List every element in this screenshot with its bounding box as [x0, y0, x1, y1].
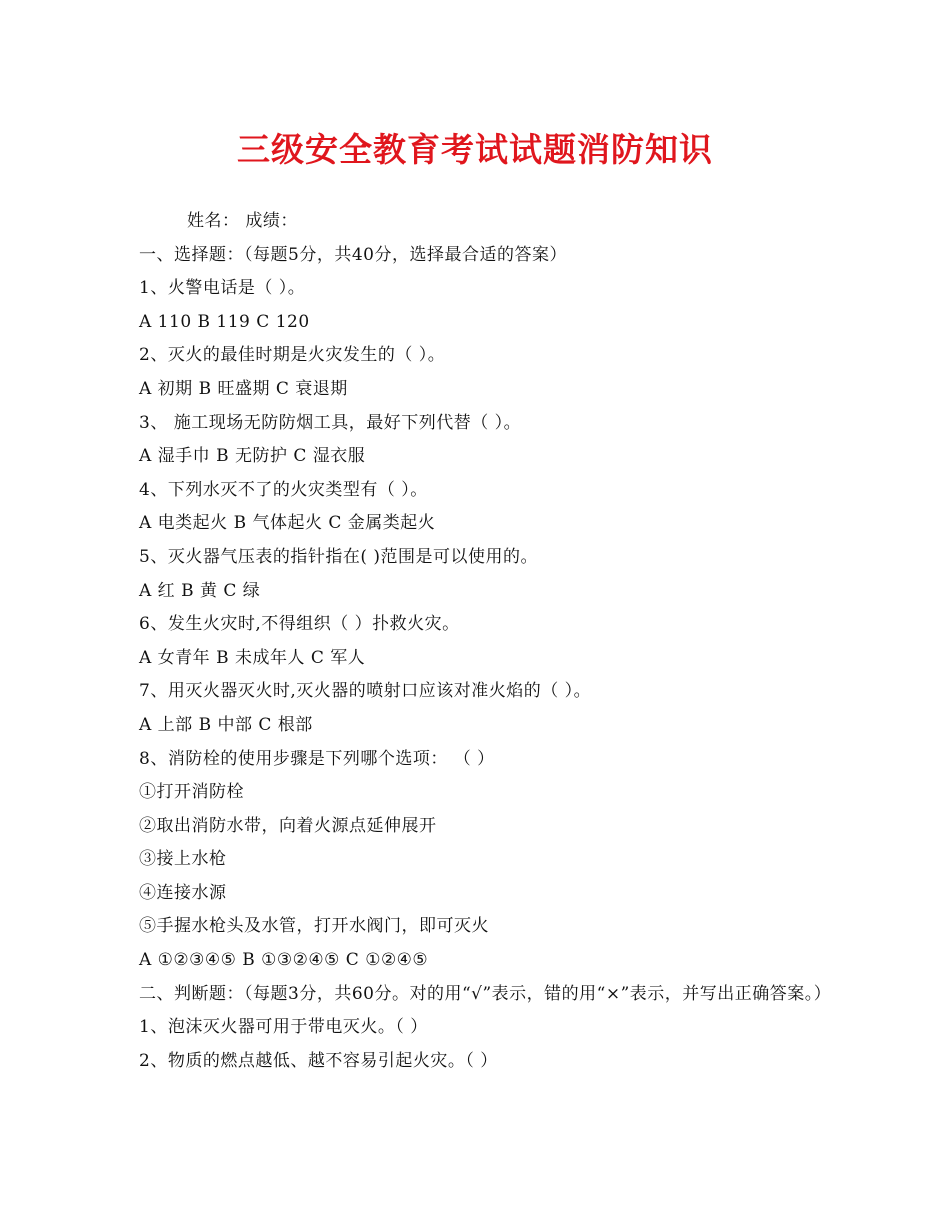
options-3: A 湿手巾 B 无防护 C 湿衣服 — [139, 446, 366, 467]
step-4: ④连接水源 — [139, 882, 227, 903]
question-6: 6、发生火灾时,不得组织（ ）扑救火灾。 — [139, 614, 460, 635]
question-2: 2、灭火的最佳时期是火灾发生的（ ）。 — [139, 345, 446, 366]
section-heading-choice: 一、选择题：（每题5分，共40分，选择最合适的答案） — [139, 244, 567, 265]
options-2: A 初期 B 旺盛期 C 衰退期 — [139, 378, 348, 399]
question-1: 1、火警电话是（ ）。 — [139, 278, 306, 299]
options-5: A 红 B 黄 C 绿 — [139, 580, 261, 601]
options-4: A 电类起火 B 气体起火 C 金属类起火 — [139, 513, 436, 534]
judgement-2: 2、物质的燃点越低、越不容易引起火灾。（ ） — [139, 1050, 498, 1071]
document-title: 三级安全教育考试试题消防知识 — [237, 130, 713, 169]
options-8: A ①②③④⑤ B ①③②④⑤ C ①②④⑤ — [139, 950, 429, 971]
name-score-line: 姓名： 成绩： — [187, 211, 298, 231]
step-1: ①打开消防栓 — [139, 782, 244, 803]
step-2: ②取出消防水带，向着火源点延伸展开 — [139, 815, 437, 836]
question-5: 5、灭火器气压表的指针指在( )范围是可以使用的。 — [139, 546, 538, 567]
options-1: A 110 B 119 C 120 — [139, 311, 310, 332]
question-4: 4、下列水灭不了的火灾类型有（ ）。 — [139, 479, 428, 500]
question-3: 3、 施工现场无防防烟工具，最好下列代替（ ）。 — [139, 412, 522, 433]
judgement-1: 1、泡沫灭火器可用于带电灭火。（ ） — [139, 1017, 428, 1038]
options-6: A 女青年 B 未成年人 C 军人 — [139, 647, 366, 668]
options-7: A 上部 B 中部 C 根部 — [139, 714, 313, 735]
step-3: ③接上水枪 — [139, 849, 227, 870]
question-8: 8、消防栓的使用步骤是下列哪个选项： （ ） — [139, 748, 495, 769]
section-heading-judgement: 二、判断题：（每题3分，共60分。对的用“√”表示，错的用“×”表示，并写出正确答案。） — [139, 983, 832, 1004]
step-5: ⑤手握水枪头及水管，打开水阀门，即可灭火 — [139, 916, 489, 937]
question-7: 7、用灭火器灭火时,灭火器的喷射口应该对准火焰的（ ）。 — [139, 681, 592, 702]
document-body — [139, 205, 832, 1078]
